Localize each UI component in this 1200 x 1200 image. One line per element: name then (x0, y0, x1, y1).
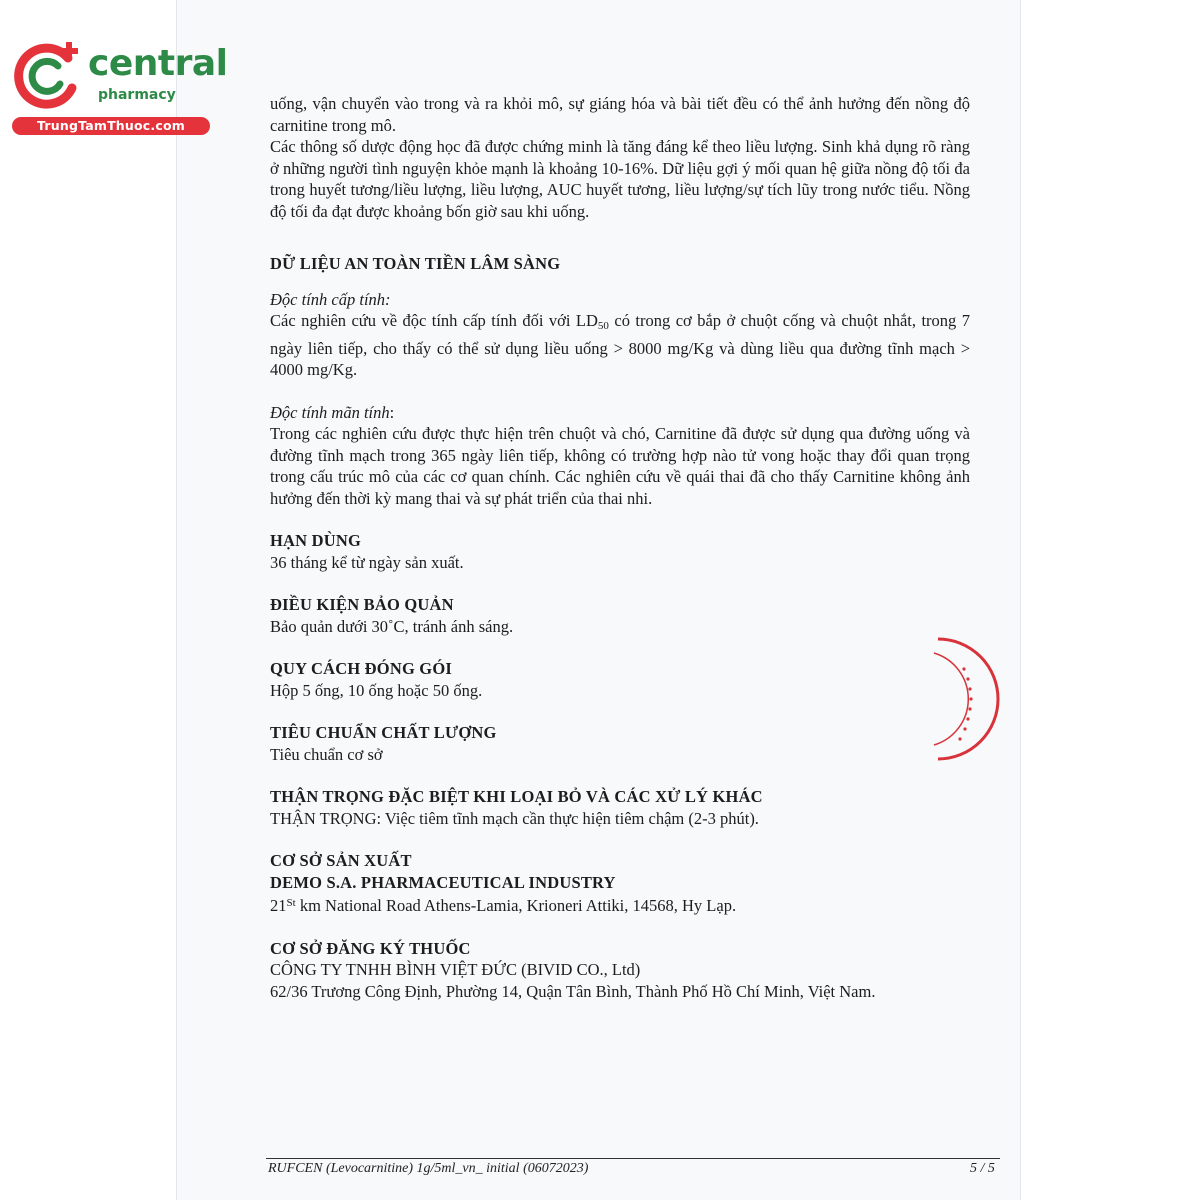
footer-page-number: 5 / 5 (970, 1161, 995, 1176)
pharmacy-logo-icon (10, 38, 90, 110)
footer-document-id: RUFCEN (Levocarnitine) 1g/5ml_vn_ initial (06072023) (268, 1161, 589, 1176)
heading-quality-standard: TIÊU CHUẨN CHẤT LƯỢNG (270, 723, 497, 742)
logo-subtitle: pharmacy (98, 87, 176, 103)
chronic-label-text: Độc tính mãn tính (270, 402, 390, 422)
company-seal-stamp-icon (930, 635, 1000, 765)
logo-name: central (88, 43, 228, 84)
heading-storage: ĐIỀU KIỆN BẢO QUẢN (270, 595, 454, 614)
chronic-label-colon: : (389, 402, 395, 422)
heading-packaging: QUY CÁCH ĐÓNG GÓI (270, 659, 452, 678)
registrant-address: 62/36 Trương Công Định, Phường 14, Quận Tân Bình, Thành Phố Hồ Chí Minh, Việt Nam. (270, 981, 876, 1001)
text-disposal-precautions: THẬN TRỌNG: Việc tiêm tĩnh mạch cần thực hiện tiêm chậm (2-3 phút). (270, 808, 759, 828)
paragraph-chronic-toxicity: Trong các nghiên cứu được thực hiện trên chuột và chó, Carnitine đã được sử dụng qua đường uống và đường tĩnh mạch trong 365 ngày liên tiếp, không có trường hợp nào tử vong hoặc thay đổi quan trọng trong cấu trúc mô của các cơ quan chính. Các nghiên cứu về quái thai đã cho thấy Carnitine không ảnh hưởng đến thời kỳ mang thai và sự phát triển của thai nhi. (270, 424, 970, 508)
manufacturer-address (270, 893, 970, 917)
heading-shelf-life: HẠN DÙNG (270, 531, 361, 550)
central-pharmacy-logo[interactable] (10, 38, 228, 138)
text-storage: Bảo quản dưới 30˚C, tránh ánh sáng. (270, 616, 514, 636)
address-number: 21 (270, 896, 287, 915)
heading-preclinical-safety: DỮ LIỆU AN TOÀN TIỀN LÂM SÀNG (270, 254, 561, 273)
text-shelf-life: 36 tháng kể từ ngày sản xuất. (270, 552, 464, 572)
label-acute-toxicity: Độc tính cấp tính: (270, 289, 391, 309)
document-content (270, 93, 970, 1002)
footer-divider (266, 1158, 1000, 1159)
ld50-subscript: 50 (597, 320, 609, 332)
address-rest: km National Road Athens-Lamia, Krioneri Attiki, 14568, Hy Lạp. (295, 896, 737, 915)
address-ordinal-superscript: St (286, 897, 296, 909)
manufacturer-name: DEMO S.A. PHARMACEUTICAL INDUSTRY (270, 872, 616, 892)
paragraph-tissue-concentration: uống, vận chuyển vào trong và ra khỏi mô, sự giáng hóa và bài tiết đều có thể ảnh hưởng đến nồng độ carnitine trong mô. (270, 94, 970, 135)
acute-text-start: Các nghiên cứu về độc tính cấp tính đối với LD (270, 311, 598, 330)
label-chronic-toxicity (270, 402, 970, 424)
paragraph-acute-toxicity (270, 310, 970, 381)
text-quality-standard: Tiêu chuẩn cơ sở (270, 744, 383, 764)
acute-text-end: có trong cơ bắp ở chuột cống và chuột nhắt, trong 7 ngày liên tiếp, cho thấy có thể sử dụng liều uống > 8000 mg/Kg và dùng liều qua đường tĩnh mạch > 4000 mg/Kg. (270, 311, 970, 379)
heading-registrant: CƠ SỞ ĐĂNG KÝ THUỐC (270, 938, 471, 958)
text-packaging: Hộp 5 ống, 10 ống hoặc 50 ống. (270, 680, 483, 700)
paragraph-pharmacokinetics: Các thông số dược động học đã được chứng minh là tăng đáng kể theo liều lượng. Sinh khả dụng rõ ràng ở những người tình nguyện khỏe mạnh là khoảng 10-16%. Dữ liệu gợi ý mối quan hệ giữa nồng độ tối đa trong huyết tương/liều lượng, liều lượng, AUC huyết tương, liều lượng/sự tích lũy trong nước tiểu. Nồng độ tối đa đạt được khoảng bốn giờ sau khi uống. (270, 137, 970, 221)
heading-disposal-precautions: THẬN TRỌNG ĐẶC BIỆT KHI LOẠI BỎ VÀ CÁC XỬ LÝ KHÁC (270, 787, 763, 806)
heading-manufacturer: CƠ SỞ SẢN XUẤT (270, 851, 412, 870)
registrant-name: CÔNG TY TNHH BÌNH VIỆT ĐỨC (BIVID CO., Ltd) (270, 960, 641, 979)
logo-website-banner[interactable]: TrungTamThuoc.com (12, 117, 210, 135)
